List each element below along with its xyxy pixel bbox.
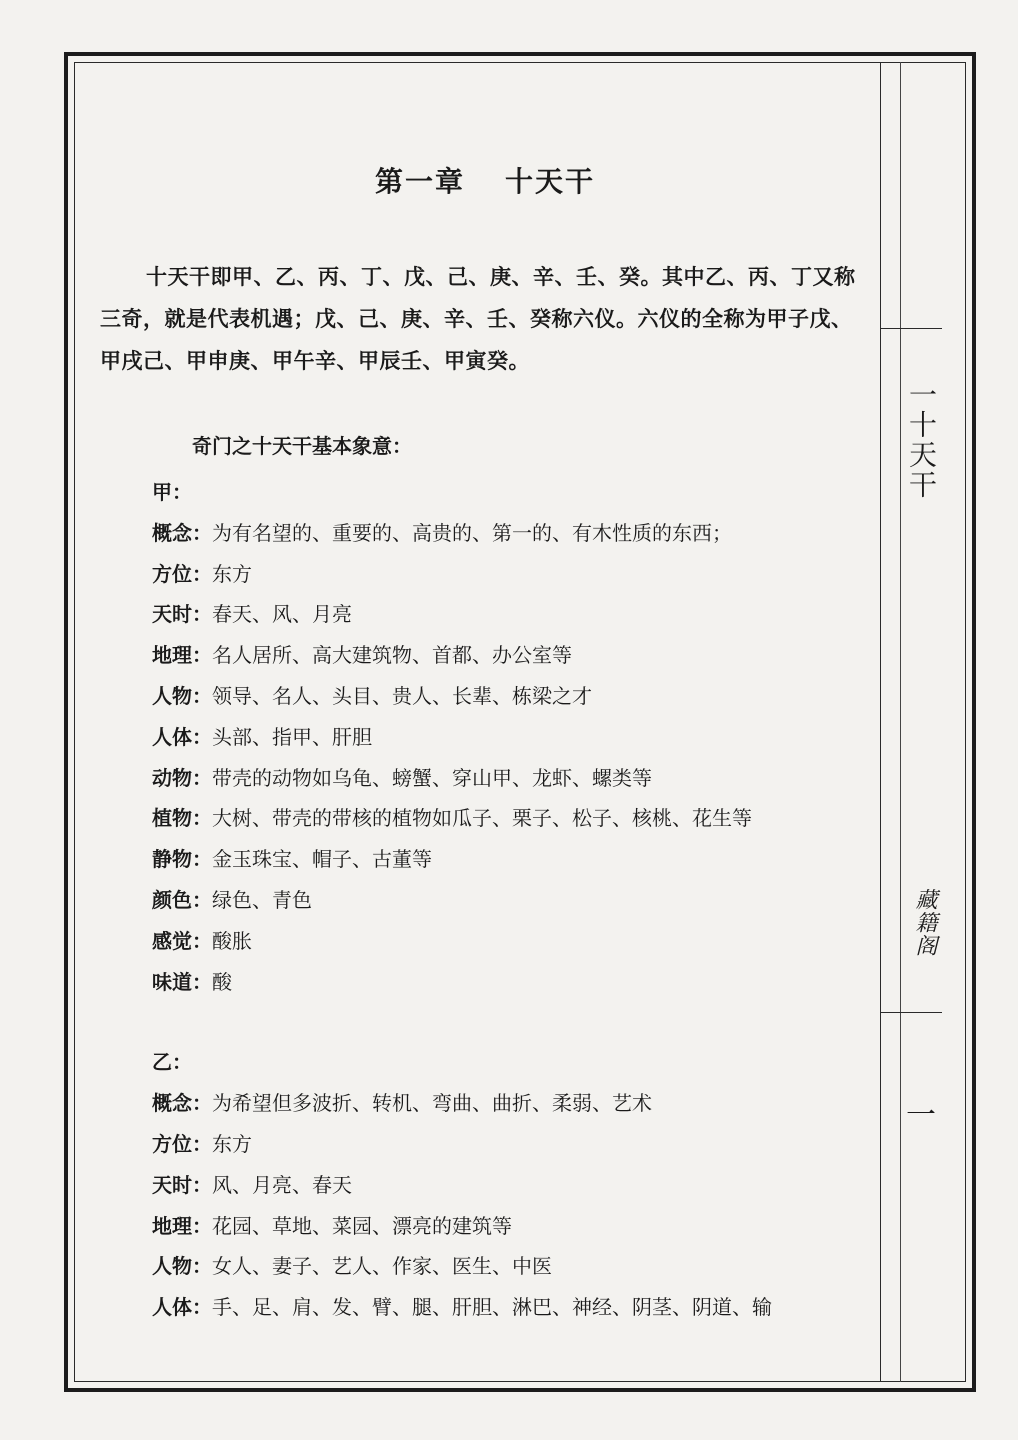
attribute-value: 花园、草地、菜园、漂亮的建筑等: [212, 1213, 512, 1238]
jia-attribute-row: [152, 758, 870, 799]
intro-paragraph: 十天干即甲、乙、丙、丁、戊、己、庚、辛、壬、癸。其中乙、丙、丁又称三奇，就是代表机遇；戊、己、庚、辛、壬、癸称六仪。六仪的全称为甲子戊、甲戌己、甲申庚、甲午辛、甲辰壬、甲寅癸。: [100, 264, 856, 373]
jia-attribute-row: [152, 962, 870, 1003]
attribute-key: 感觉：: [152, 928, 212, 953]
jia-attribute-row: [152, 798, 870, 839]
side-margin-inner-line: [900, 62, 942, 1382]
attribute-value: 金玉珠宝、帽子、古董等: [212, 847, 432, 872]
side-divider-bottom: [880, 1012, 942, 1013]
yi-attribute-row: [152, 1246, 870, 1287]
yi-attribute-row: [152, 1165, 870, 1206]
side-divider-top: [880, 328, 942, 329]
attribute-key: 静物：: [152, 847, 212, 872]
attribute-key: 味道：: [152, 969, 212, 994]
attribute-key: 人物：: [152, 683, 212, 708]
jia-attribute-row: [152, 513, 870, 554]
yi-attribute-row: [152, 1083, 870, 1124]
attribute-key: 概念：: [152, 520, 212, 545]
attribute-value: 东方: [212, 561, 252, 586]
attribute-value: 女人、妻子、艺人、作家、医生、中医: [212, 1254, 552, 1279]
jia-attribute-row: [152, 594, 870, 635]
page-content: [100, 160, 870, 1328]
attribute-value: 为希望但多波折、转机、弯曲、曲折、柔弱、艺术: [212, 1091, 652, 1116]
attribute-key: 人体：: [152, 1295, 212, 1320]
attribute-value: 带壳的动物如乌龟、螃蟹、穿山甲、龙虾、螺类等: [212, 765, 652, 790]
attribute-key: 植物：: [152, 806, 212, 831]
section-subheading: 奇门之十天干基本象意：: [192, 434, 412, 458]
attribute-value: 酸: [212, 969, 232, 994]
jia-attribute-row: [152, 839, 870, 880]
attribute-value: 为有名望的、重要的、高贵的、第一的、有木性质的东西；: [212, 520, 732, 545]
jia-attribute-row: [152, 717, 870, 758]
attribute-value: 手、足、肩、发、臂、腿、肝胆、淋巴、神经、阴茎、阴道、输: [212, 1295, 772, 1320]
side-chapter-label: 一十天干: [905, 380, 938, 500]
chapter-title: [100, 160, 870, 200]
yi-attribute-row: [152, 1206, 870, 1247]
attribute-value: 大树、带壳的带核的植物如瓜子、栗子、松子、核桃、花生等: [212, 806, 752, 831]
attribute-value: 领导、名人、头目、贵人、长辈、栋梁之才: [212, 683, 592, 708]
attribute-value: 绿色、青色: [212, 887, 312, 912]
yi-attribute-row: [152, 1287, 870, 1328]
attribute-key: 人体：: [152, 724, 212, 749]
attribute-key: 人物：: [152, 1254, 212, 1279]
jia-attribute-row: [152, 880, 870, 921]
attribute-key: 动物：: [152, 765, 212, 790]
yi-attribute-row: [152, 1124, 870, 1165]
attribute-value: 酸胀: [212, 928, 252, 953]
attribute-key: 天时：: [152, 602, 212, 627]
yi-attribute-list: [100, 1083, 870, 1328]
attribute-key: 地理：: [152, 1213, 212, 1238]
attribute-key: 地理：: [152, 643, 212, 668]
jia-attribute-row: [152, 676, 870, 717]
jia-attribute-row: [152, 635, 870, 676]
attribute-value: 头部、指甲、肝胆: [212, 724, 372, 749]
jia-heading: 甲：: [152, 480, 192, 504]
chapter-number: 第一章: [374, 165, 465, 198]
attribute-key: 天时：: [152, 1172, 212, 1197]
attribute-value: 东方: [212, 1131, 252, 1156]
side-brand-label: 藏籍阁: [912, 888, 937, 957]
attribute-value: 春天、风、月亮: [212, 602, 352, 627]
chapter-name: 十天干: [505, 165, 596, 198]
attribute-value: 名人居所、高大建筑物、首都、办公室等: [212, 643, 572, 668]
attribute-key: 颜色：: [152, 887, 212, 912]
attribute-value: 风、月亮、春天: [212, 1172, 352, 1197]
attribute-key: 方位：: [152, 561, 212, 586]
yi-heading: 乙：: [152, 1050, 192, 1075]
jia-attribute-row: [152, 921, 870, 962]
attribute-key: 方位：: [152, 1131, 212, 1156]
jia-attribute-row: [152, 554, 870, 595]
attribute-key: 概念：: [152, 1091, 212, 1116]
jia-attribute-list: [100, 513, 870, 1003]
page-number: 一: [906, 1098, 936, 1133]
